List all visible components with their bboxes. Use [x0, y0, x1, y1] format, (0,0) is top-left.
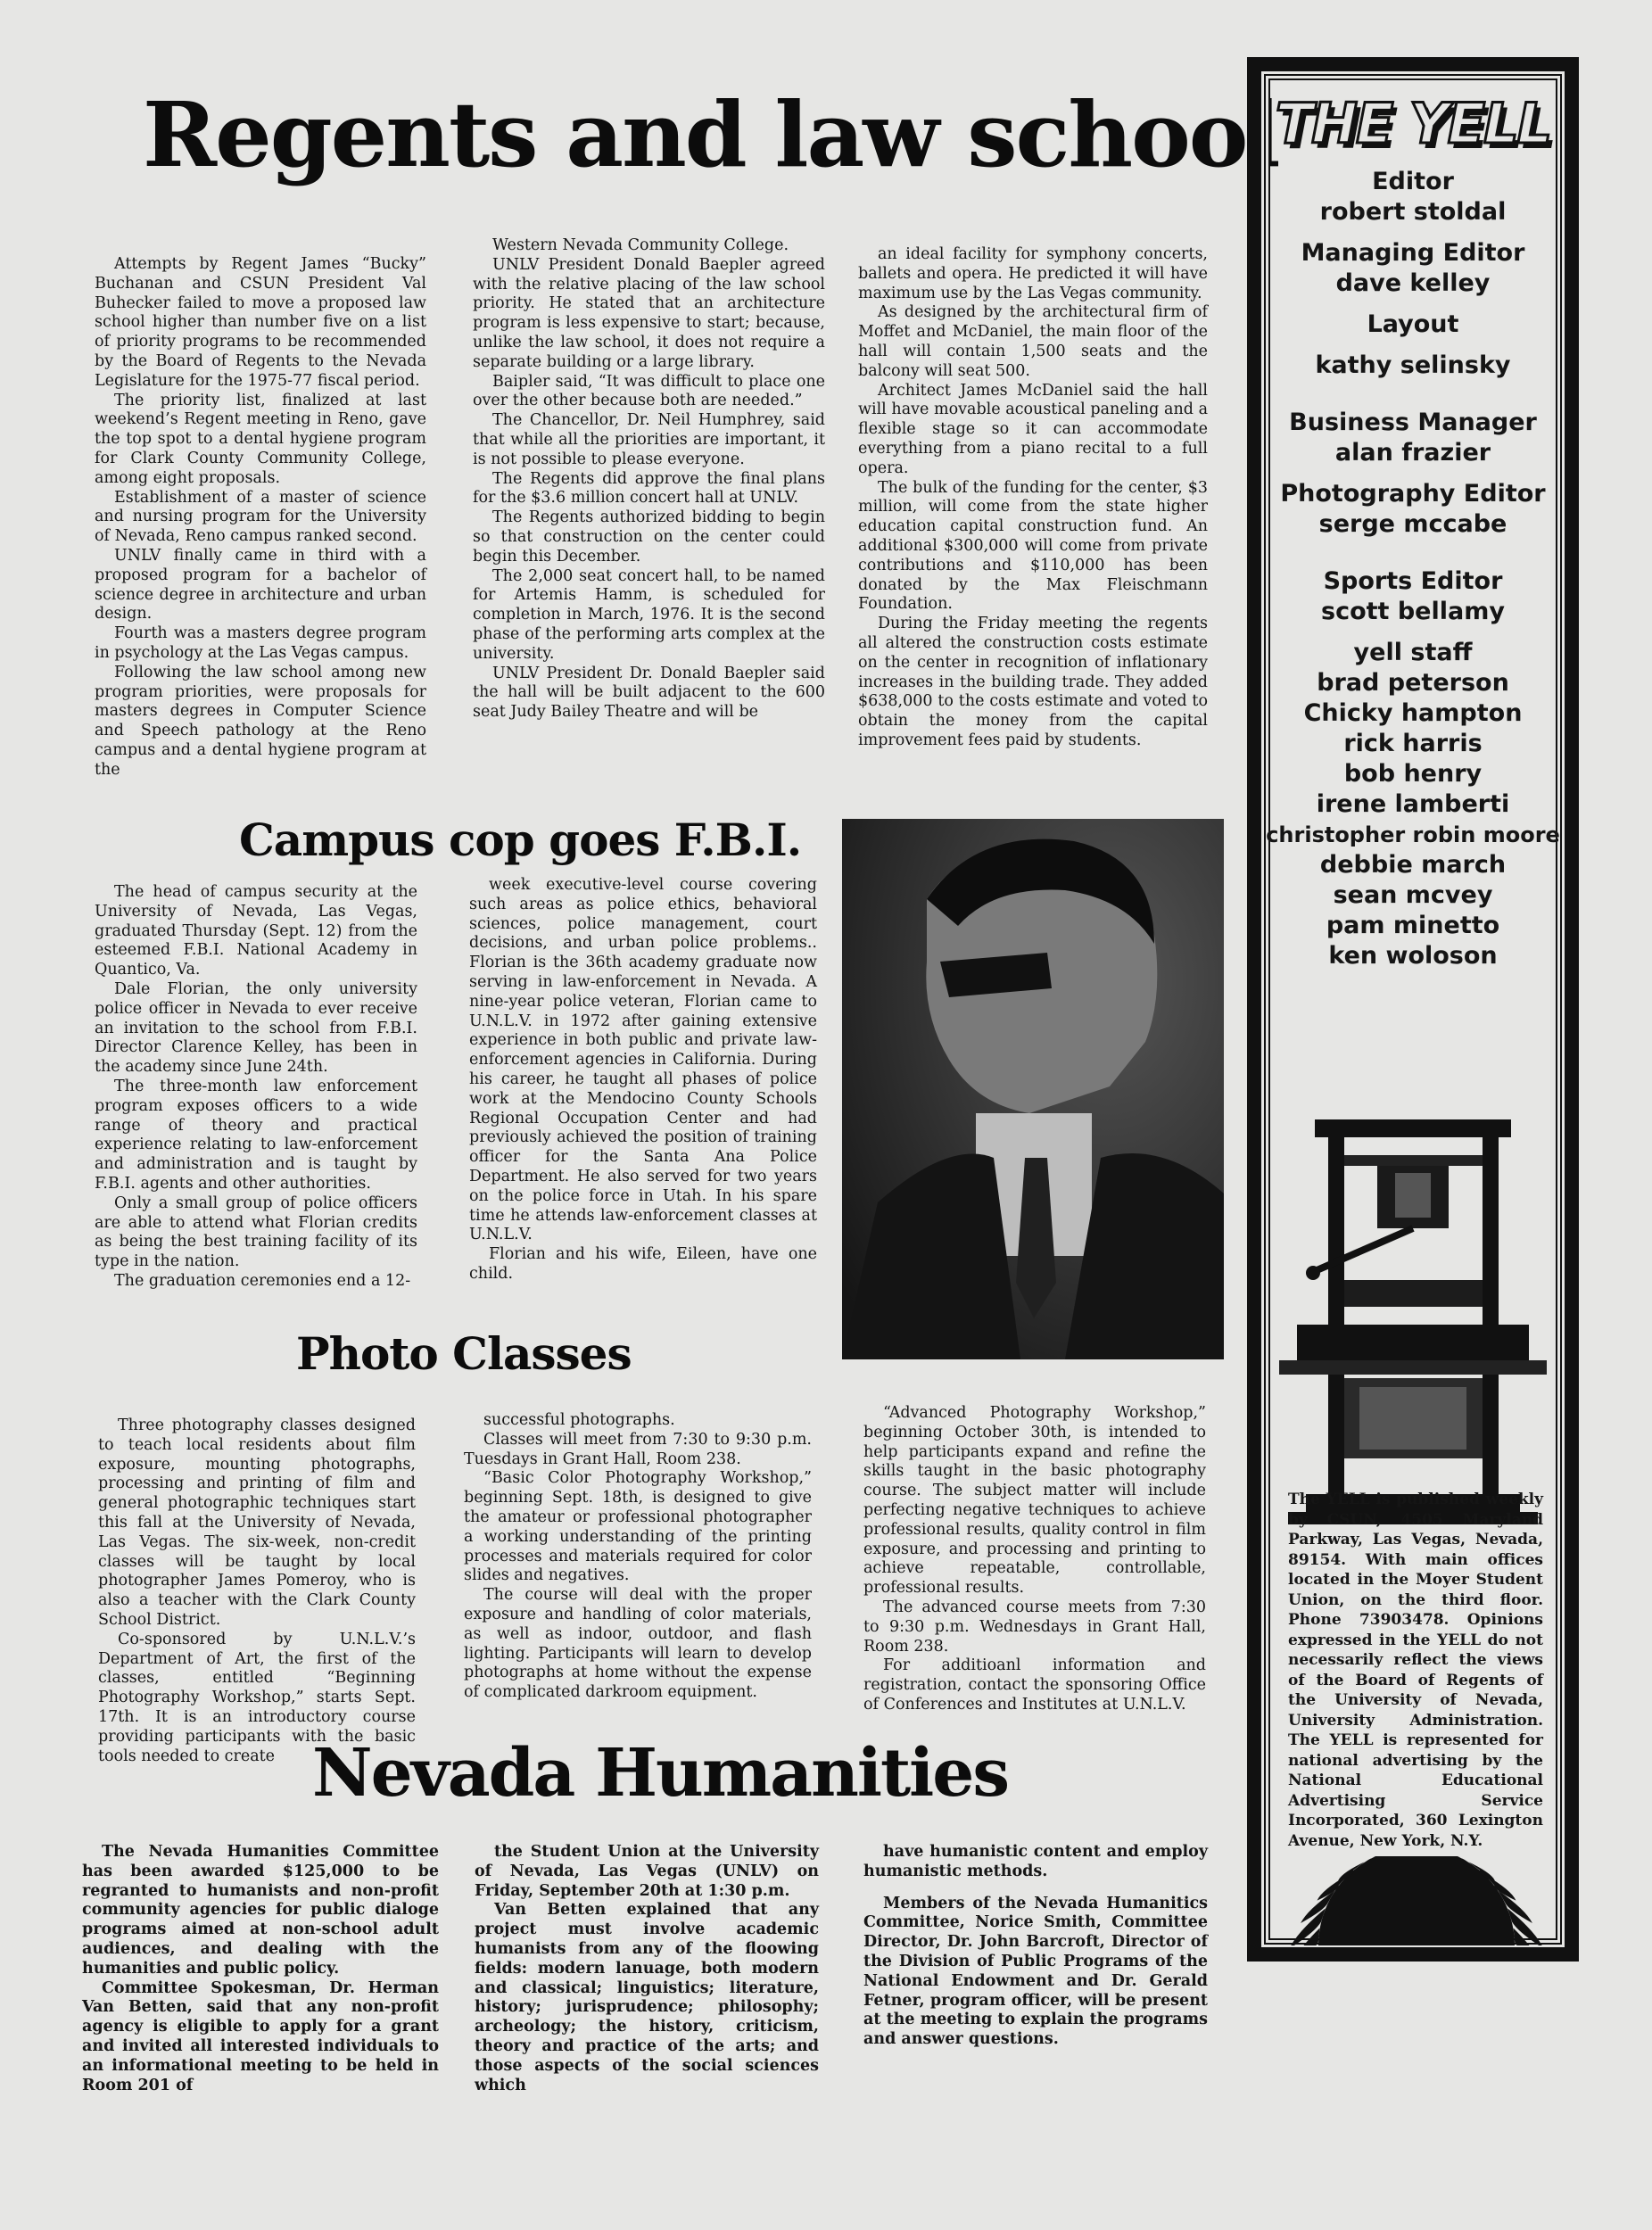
campus-cop-col-2	[469, 876, 817, 1284]
paragraph: Western Nevada Community College.	[492, 236, 789, 254]
paragraph: UNLV finally came in third with a proposed program for a bachelor of science degree in architecture and urban design.	[95, 546, 426, 624]
headline-photo-classes: Photo Classes	[296, 1327, 632, 1380]
regents-col-1	[95, 255, 426, 780]
staff-name: ken woloson	[1328, 942, 1498, 970]
paragraph: The graduation ceremonies end a 12-	[114, 1271, 411, 1290]
staff-name: scott bellamy	[1321, 598, 1505, 625]
paragraph: The Chancellor, Dr. Neil Humphrey, said that while all the priorities are important, it is not possible to please everyone.	[473, 411, 825, 468]
staff-name: serge mccabe	[1318, 510, 1507, 538]
paragraph: week executive-level course covering such areas as police ethics, behavioral sciences, police management, court decisions, and urban police problems.. Florian is the 36th academy graduate now serving in law-enforcement in Nevada. A nine-year police veteran, Florian came to U.N.L.V. in 1972 after gaining extensive experience in both public and private law-enforcement agencies in California. During his career, he taught all phases of police work at the Mendocino County Schools Regional Occupation Center and had previously achieved the position of training officer for the Santa Ana Police Department. He also served for two years on the police force in Utah. In his spare time he attends law-enforcement classes at U.N.L.V.	[469, 876, 817, 1244]
paragraph: UNLV President Dr. Donald Baepler said the hall will be built adjacent to the 600 seat Judy Bailey Theatre and will be	[473, 664, 825, 722]
staff-role-block	[1261, 638, 1565, 971]
staff-name: robert stoldal	[1319, 198, 1507, 226]
paragraph: “Advanced Photography Workshop,” beginning October 30th, is intended to help participants expand and refine the skills taught in the basic photography course. The subject matter will include perfecting negative techniques to achieve professional results, quality control in film exposure, and processing and printing to achieve repeatable, controllable, professional results.	[863, 1404, 1206, 1598]
staff-role: yell staff	[1353, 639, 1473, 666]
photo-classes-col-2	[464, 1411, 812, 1703]
paragraph: Fourth was a masters degree program in psychology at the Las Vegas campus.	[95, 624, 426, 662]
staff-name: christopher robin moore	[1266, 822, 1560, 847]
paragraph: The advanced course meets from 7:30 to 9:30 p.m. Wednesdays in Grant Hall, Room 238.	[863, 1598, 1206, 1656]
paragraph: Three photography classes designed to teach local residents about film exposure, mounting photographs, processing and printing of film and general photographic techniques start this fall at the University of Nevada, Las Vegas. The six-week, non-credit classes will be taught by local photographer James Pomeroy, who is also a teacher with the Clark County School District.	[98, 1416, 416, 1629]
regents-col-2	[473, 236, 825, 723]
staff-role: Sports Editor	[1323, 567, 1503, 595]
staff-name: debbie march	[1319, 851, 1507, 879]
paragraph: Only a small group of police officers are able to attend what Florian credits as being the best training facility of its type in the nation.	[95, 1193, 417, 1271]
staff-role-block	[1261, 566, 1565, 627]
staff-role: Photography Editor	[1280, 480, 1546, 508]
staff-name: pam minetto	[1326, 912, 1500, 939]
masthead-notice: The YELL is published weekly by CSUN, 4505 Maryland Parkway, Las Vegas, Nevada, 89154. With main offices located in the Moyer Student Union, on the third floor. Phone 73903478. Opinions expressed in the YELL do not necessarily reflect the views of the Board of Regents of the University of Nevada, University Administration. The YELL is represented for national advertising by the National Educational Advertising Service Incorporated, 360 Lexington Avenue, New York, N.Y.	[1288, 1491, 1543, 1850]
the-yell-logo: THE YELL	[1275, 91, 1551, 156]
paragraph: Co-sponsored by U.N.L.V.’s Department of Art, the first of the classes, entitled “Beginning Photography Workshop,” starts Sept. 17th. It is an introductory course providing participants with the basic tools needed to create	[98, 1630, 416, 1765]
headline-nevada-humanities: Nevada Humanities	[312, 1735, 1009, 1812]
staff-name: brad peterson	[1317, 669, 1509, 697]
staff-name: sean mcvey	[1333, 881, 1493, 909]
paragraph: Baipler said, “It was difficult to place one over the other because both are needed.”	[473, 372, 825, 410]
paragraph: Attempts by Regent James “Bucky” Buchanan and CSUN President Val Buhecker failed to move a proposed law school higher than number five on a list of priority programs to be recommended by the Board of Regents to the Nevada Legislature for the 1975-77 fiscal period.	[95, 255, 426, 390]
paragraph: Members of the Nevada Humanitics Committee, Norice Smith, Committee Director, Dr. John Barcroft, Director of the Division of Public Programs of the National Endowment and Dr. Gerald Fetner, program officer, will be present at the meeting to explain the programs and answer questions.	[863, 1894, 1208, 2049]
staff-name: dave kelley	[1335, 269, 1491, 297]
staff-role: Managing Editor	[1301, 239, 1525, 267]
staff-role-block	[1261, 408, 1565, 468]
staff-name: Chicky hampton	[1303, 699, 1523, 727]
paragraph: The course will deal with the proper exposure and handling of color materials, as well as indoor, outdoor, and flash lighting. Participants will learn to develop photographs at home without the expense of complicated darkroom equipment.	[464, 1586, 812, 1702]
staff-role: Editor	[1372, 168, 1454, 195]
sun-ornament	[1283, 1856, 1550, 1945]
staff-role-block	[1261, 238, 1565, 299]
paragraph: the Student Union at the University of Nevada, Las Vegas (UNLV) on Friday, September 20th at 1:30 p.m.	[475, 1843, 819, 1900]
paragraph: Van Betten explained that any project must involve academic humanists from any of the floowing fields: modern lanuage, both modern and classical; linguistics; literature, history; jurisprudence; philosophy; archeology; the history, criticism, theory and practice of the arts; and those aspects of the social sciences which	[475, 1901, 819, 2094]
paragraph: Following the law school among new program priorities, were proposals for masters degrees in Computer Science and Speech pathology at the Reno campus and a dental hygiene program at the	[95, 663, 426, 779]
paragraph: The Regents did approve the final plans for the $3.6 million concert hall at UNLV.	[473, 469, 825, 508]
photo-classes-col-3	[863, 1404, 1206, 1715]
paragraph: During the Friday meeting the regents all altered the construction costs estimate on the center in recognition of inflationary increases in the building trade. They added $638,000 to the costs estimate and voted to obtain the money from the capital improvement fees paid by students.	[858, 615, 1208, 749]
staff-name: rick harris	[1343, 730, 1483, 757]
staff-name: alan frazier	[1334, 439, 1491, 467]
paragraph: As designed by the architectural firm of Moffet and McDaniel, the main floor of the hall will contain 1,500 seats and the balcony will seat 500.	[858, 303, 1208, 380]
paragraph: have humanistic content and employ humanistic methods.	[863, 1843, 1208, 1880]
regents-col-3	[858, 245, 1208, 751]
paragraph: Classes will meet from 7:30 to 9:30 p.m. Tuesdays in Grant Hall, Room 238.	[464, 1430, 812, 1468]
staff-role-block	[1261, 479, 1565, 540]
staff-role: Layout	[1367, 310, 1459, 338]
paragraph: The Regents authorized bidding to begin so that construction on the center could begin this December.	[473, 508, 825, 566]
staff-role-block	[1261, 167, 1565, 227]
photo-classes-col-1	[98, 1416, 416, 1766]
paragraph: For additioanl information and registration, contact the sponsoring Office of Conferences and Institutes at U.N.L.V.	[863, 1656, 1206, 1714]
paragraph: The bulk of the funding for the center, $3 million, will come from the state higher education capital construction fund. An additional $300,000 will come from private contributions and $110,000 has been donated by the Max Fleischmann Foundation.	[858, 478, 1208, 614]
humanities-col-2	[475, 1843, 819, 2095]
paragraph: The 2,000 seat concert hall, to be named for Artemis Hamm, is scheduled for completion in March, 1976. It is the second phase of the performing arts complex at the university.	[473, 566, 825, 663]
paragraph: “Basic Color Photography Workshop,” beginning Sept. 18th, is designed to give the amateur or professional photographer a working understanding of the printing processes and materials required for color slides and negatives.	[464, 1469, 812, 1585]
paragraph: The head of campus security at the University of Nevada, Las Vegas, graduated Thursday (Sept. 12) from the esteemed F.B.I. National Academy in Quantico, Va.	[95, 883, 417, 979]
paragraph: Florian and his wife, Eileen, have one child.	[469, 1245, 817, 1283]
paragraph: The three-month law enforcement program exposes officers to a wide range of theory and practical experience relating to law-enforcement and administration and is taught by F.B.I. agents and other authorities.	[95, 1077, 417, 1193]
humanities-col-1	[82, 1843, 439, 2095]
paragraph: Establishment of a master of science and nursing program for the University of Nevada, Reno campus ranked second.	[95, 488, 426, 546]
portrait-photo	[842, 819, 1224, 1359]
staff-role-block	[1261, 310, 1565, 381]
staff-name: kathy selinsky	[1315, 351, 1511, 379]
paragraph: Architect James McDaniel said the hall will have movable acoustical paneling and a flexible stage so it can accommodate everything from a piano recital to a full opera.	[858, 381, 1208, 477]
staff-name: irene lamberti	[1316, 790, 1510, 818]
campus-cop-col-1	[95, 883, 417, 1292]
staff-list	[1261, 167, 1565, 971]
paragraph: Dale Florian, the only university police officer in Nevada to ever receive an invitation to the school from F.B.I. Director Clarence Kelley, has been in the academy since June 24th.	[95, 979, 417, 1077]
paragraph: The Nevada Humanities Committee has been awarded $125,000 to be regranted to humanists and non-profit community agencies for public dialoge programs aimed at non-school adult audiences, and dealing with the humanities and public policy.	[82, 1843, 439, 1978]
paragraph: an ideal facility for symphony concerts, ballets and opera. He predicted it will have maximum use by the Las Vegas community.	[858, 245, 1208, 302]
paragraph: successful photographs.	[483, 1411, 675, 1429]
paragraph: Committee Spokesman, Dr. Herman Van Betten, said that any non-profit agency is eligible to apply for a grant and invited all interested individuals to an informational meeting to be held in Room 201 of	[82, 1978, 439, 2094]
paragraph: UNLV President Donald Baepler agreed with the relative placing of the law school priority. He stated that an architecture program is less expensive to start; because, unlike the law school, it does not require a separate building or a large library.	[473, 255, 825, 371]
headline-campus-cop: Campus cop goes F.B.I.	[239, 814, 802, 866]
printing-press-illustration	[1279, 1119, 1547, 1534]
headline-regents: Regents and law school	[143, 82, 1279, 187]
humanities-col-3	[863, 1843, 1208, 2050]
paragraph: The priority list, finalized at last weekend’s Regent meeting in Reno, gave the top spot to a dental hygiene program for Clark County Community College, among eight proposals.	[95, 391, 426, 487]
staff-role: Business Manager	[1289, 409, 1537, 436]
staff-name: bob henry	[1343, 760, 1483, 788]
